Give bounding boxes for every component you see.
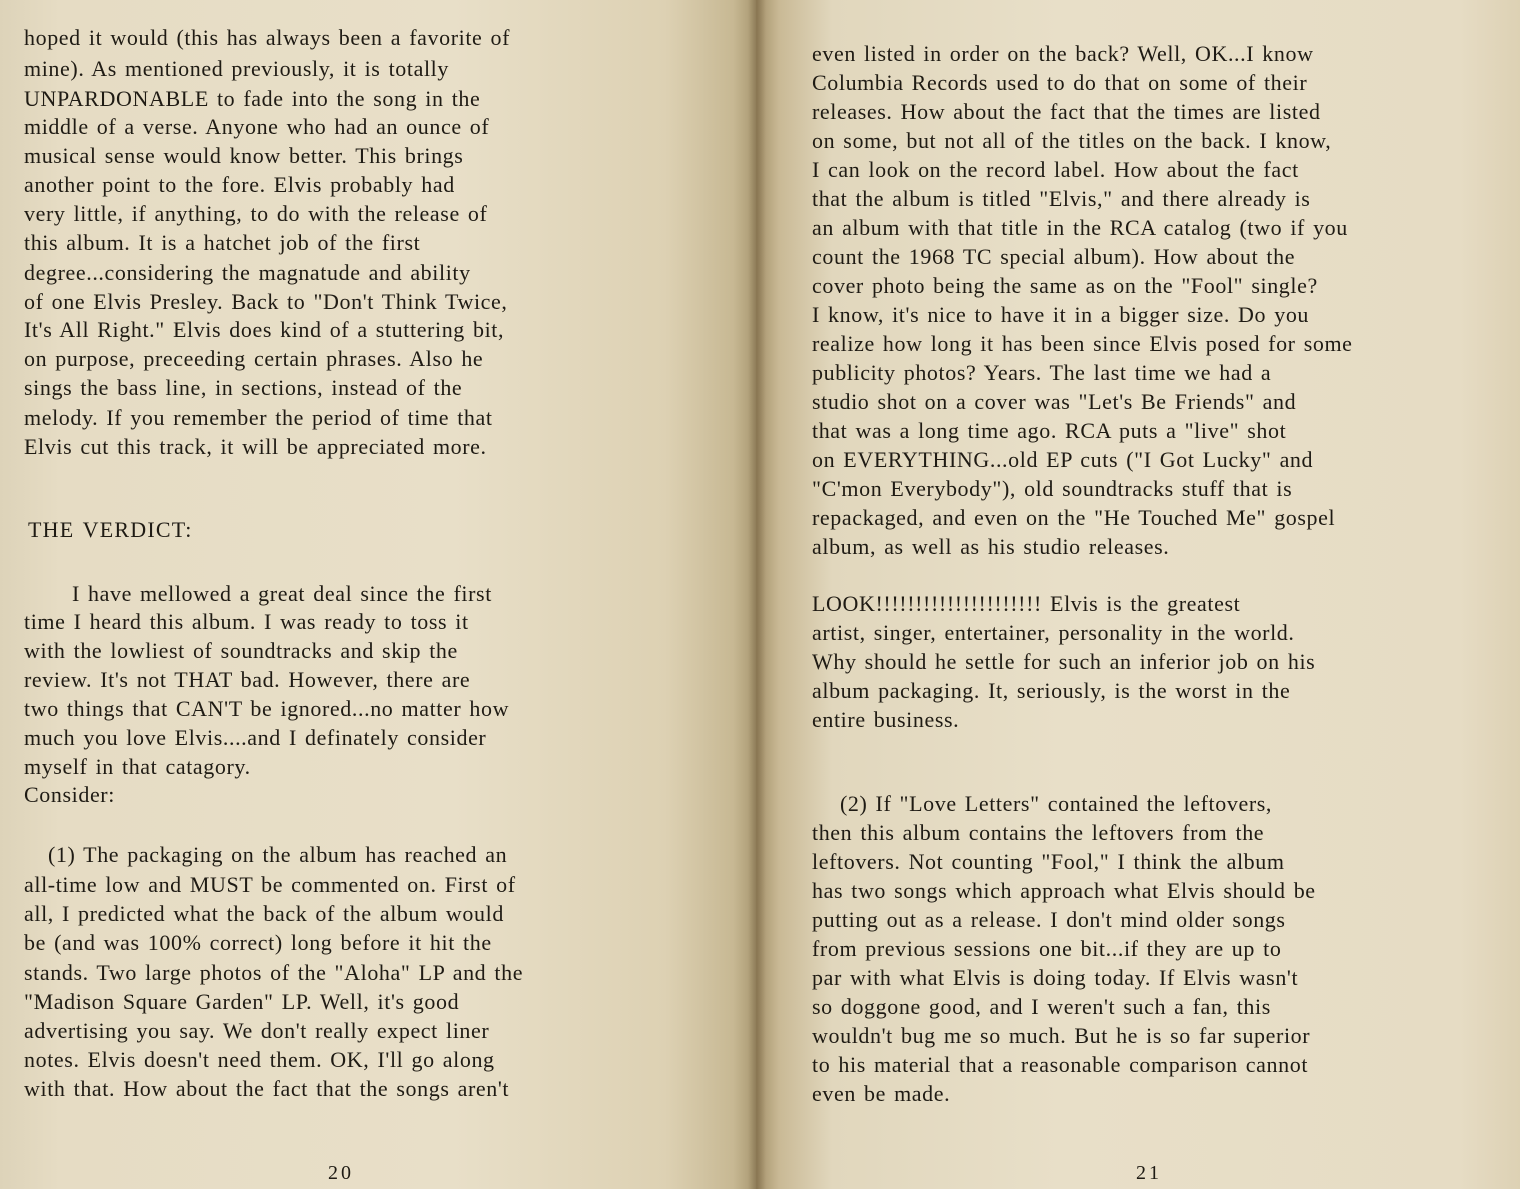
- text-line: Elvis cut this track, it will be appreciated more.: [24, 434, 487, 459]
- text-line: on purpose, preceeding certain phrases. Also he: [24, 346, 484, 371]
- page-number: 21: [1136, 1162, 1162, 1184]
- text-line: stands. Two large photos of the "Aloha" LP and the: [24, 960, 524, 985]
- text-line: releases. How about the fact that the times are listed: [812, 99, 1321, 124]
- book-gutter: [748, 0, 766, 1189]
- text-line: degree...considering the magnatude and ability: [24, 260, 471, 285]
- text-line: with the lowliest of soundtracks and skip the: [24, 638, 458, 663]
- text-line: melody. If you remember the period of time that: [24, 405, 493, 430]
- text-line: cover photo being the same as on the "Fool" single?: [812, 273, 1318, 298]
- page-number: 20: [328, 1162, 354, 1184]
- text-line: album, as well as his studio releases.: [812, 534, 1170, 559]
- text-line: advertising you say. We don't really expect liner: [24, 1018, 490, 1043]
- text-line: even listed in order on the back? Well, OK...I know: [812, 41, 1314, 66]
- section-heading: THE VERDICT:: [28, 517, 193, 542]
- text-line: from previous sessions one bit...if they are up to: [812, 936, 1282, 961]
- text-line: entire business.: [812, 707, 960, 732]
- text-line: to his material that a reasonable comparison cannot: [812, 1052, 1309, 1077]
- text-line: even be made.: [812, 1081, 951, 1106]
- left-page: [0, 0, 756, 1189]
- text-line: of one Elvis Presley. Back to "Don't Think Twice,: [24, 289, 508, 314]
- text-line: all-time low and MUST be commented on. First of: [24, 872, 516, 897]
- text-line: very little, if anything, to do with the release of: [24, 201, 488, 226]
- text-line: publicity photos? Years. The last time we had a: [812, 360, 1272, 385]
- text-line: be (and was 100% correct) long before it hit the: [24, 930, 492, 955]
- text-line: UNPARDONABLE to fade into the song in the: [24, 86, 481, 111]
- text-line: another point to the fore. Elvis probably had: [24, 172, 455, 197]
- text-line: "C'mon Everybody"), old soundtracks stuff that is: [812, 476, 1293, 501]
- text-line: then this album contains the leftovers from the: [812, 820, 1265, 845]
- right-page: [756, 0, 1520, 1189]
- text-line: par with what Elvis is doing today. If Elvis wasn't: [812, 965, 1299, 990]
- text-line: I know, it's nice to have it in a bigger size. Do you: [812, 302, 1310, 327]
- text-line: realize how long it has been since Elvis posed for some: [812, 331, 1353, 356]
- text-line: putting out as a release. I don't mind older songs: [812, 907, 1286, 932]
- text-line: LOOK!!!!!!!!!!!!!!!!!!!!! Elvis is the greatest: [812, 591, 1241, 616]
- text-line: It's All Right." Elvis does kind of a stuttering bit,: [24, 317, 505, 342]
- text-line: leftovers. Not counting "Fool," I think the album: [812, 849, 1285, 874]
- text-line: (2) If "Love Letters" contained the leftovers,: [840, 791, 1273, 816]
- text-line: that the album is titled "Elvis," and there already is: [812, 186, 1311, 211]
- text-line: wouldn't bug me so much. But he is so far superior: [812, 1023, 1311, 1048]
- text-line: this album. It is a hatchet job of the first: [24, 230, 421, 255]
- text-line: musical sense would know better. This brings: [24, 143, 464, 168]
- text-line: Consider:: [24, 782, 115, 807]
- text-line: an album with that title in the RCA catalog (two if you: [812, 215, 1348, 240]
- text-line: has two songs which approach what Elvis should be: [812, 878, 1316, 903]
- text-line: mine). As mentioned previously, it is totally: [24, 56, 449, 81]
- text-line: middle of a verse. Anyone who had an ounce of: [24, 114, 490, 139]
- text-line: "Madison Square Garden" LP. Well, it's good: [24, 989, 460, 1014]
- text-line: with that. How about the fact that the songs aren't: [24, 1076, 510, 1101]
- text-line: two things that CAN'T be ignored...no matter how: [24, 696, 510, 721]
- text-line: that was a long time ago. RCA puts a "live" shot: [812, 418, 1287, 443]
- text-line: on EVERYTHING...old EP cuts ("I Got Lucky" and: [812, 447, 1314, 472]
- text-line: count the 1968 TC special album). How about the: [812, 244, 1296, 269]
- text-line: Columbia Records used to do that on some of their: [812, 70, 1308, 95]
- text-line: sings the bass line, in sections, instead of the: [24, 375, 463, 400]
- text-line: review. It's not THAT bad. However, there are: [24, 667, 471, 692]
- text-line: notes. Elvis doesn't need them. OK, I'll go along: [24, 1047, 495, 1072]
- text-line: myself in that catagory.: [24, 754, 251, 779]
- text-line: much you love Elvis....and I definately consider: [24, 725, 487, 750]
- text-line: album packaging. It, seriously, is the worst in the: [812, 678, 1291, 703]
- text-line: Why should he settle for such an inferior job on his: [812, 649, 1316, 674]
- text-line: I can look on the record label. How about the fact: [812, 157, 1299, 182]
- text-line: so doggone good, and I weren't such a fan, this: [812, 994, 1271, 1019]
- text-line: repackaged, and even on the "He Touched Me" gospel: [812, 505, 1336, 530]
- text-line: hoped it would (this has always been a favorite of: [24, 25, 511, 50]
- text-line: I have mellowed a great deal since the first: [72, 581, 492, 606]
- text-line: all, I predicted what the back of the album would: [24, 901, 504, 926]
- text-line: on some, but not all of the titles on the back. I know,: [812, 128, 1332, 153]
- text-line: (1) The packaging on the album has reached an: [48, 842, 508, 867]
- text-line: studio shot on a cover was "Let's Be Friends" and: [812, 389, 1297, 414]
- text-line: time I heard this album. I was ready to toss it: [24, 609, 469, 634]
- text-line: artist, singer, entertainer, personality in the world.: [812, 620, 1295, 645]
